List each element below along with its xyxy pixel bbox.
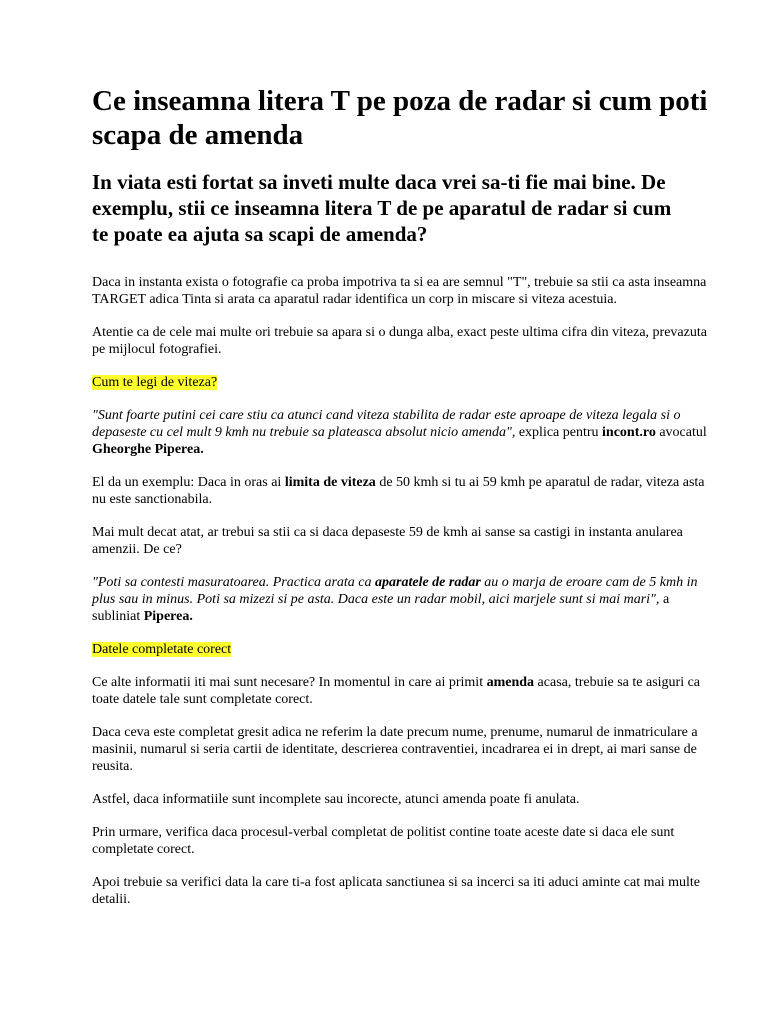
paragraph-verify: Prin urmare, verifica daca procesul-verbal completat de politist contine toate aceste date si daca ele sunt completate corect. <box>92 825 675 857</box>
quote-attribution-text-2: avocatul <box>655 425 707 440</box>
paragraph-example <box>92 474 712 508</box>
paragraph-errors: Daca ceva este completat gresit adica ne referim la date precum nume, prenume, numarul de inmatriculare a masinii, numarul si seria cartii de identitate, descrierea contraventiei, incadrarea ei in drept, ai mari sanse de reusita. <box>92 725 698 774</box>
article-body <box>92 274 712 924</box>
lawyer-name-2: Piperea. <box>143 609 193 624</box>
quote-paragraph-2 <box>92 574 712 625</box>
paragraph-annulled: Astfel, daca informatiile sunt incomplete sau incorecte, atunci amenda poate fi anulata. <box>92 792 580 807</box>
info-text-1: Ce alte informatii iti mai sunt necesare? In momentul in care ai primit <box>92 675 487 690</box>
quote2-text-2: au o marja de eroare cam de 5 kmh in plus sau in minus. Poti sa mizezi si pe asta. Daca este un radar mobil, aici marjele sunt si mai mari", <box>92 575 698 607</box>
example-text-1: El da un exemplu: Daca in oras ai <box>92 475 285 490</box>
info-text-2: acasa, trebuie sa te asiguri ca toate datele tale sunt completate corect. <box>92 675 701 707</box>
paragraph-more: Mai mult decat atat, ar trebui sa stii ca si daca depaseste 59 de kmh ai sanse sa castigi in instanta anularea amenzii. De ce? <box>92 525 683 557</box>
highlighted-heading-2: Datele completate corect <box>92 642 232 657</box>
paragraph-white-stripe: Atentie ca de cele mai multe ori trebuie sa apara si o dunga alba, exact peste ultima cifra din viteza, prevazuta pe mijlocul fotografiei. <box>92 325 707 357</box>
example-text-2: de 50 kmh si tu ai 59 kmh pe aparatul de radar, viteza asta nu este sanctionabila. <box>92 475 705 507</box>
paragraph-date: Apoi trebuie sa verifici data la care ti-a fost aplicata sanctiunea si sa incerci sa iti aduci aminte cat mai multe detalii. <box>92 875 700 907</box>
quote2-text-1: "Poti sa contesti masuratoarea. Practica arata ca <box>92 575 376 590</box>
article-lead: In viata esti fortat sa inveti multe daca vrei sa-ti fie mai bine. De exemplu, stii ce inseamna litera T de pe aparatul de radar si cum te poate ea ajuta sa scapi de amenda? <box>92 170 672 246</box>
article-title: Ce inseamna litera T pe poza de radar si cum poti scapa de amenda <box>92 85 708 151</box>
section-heading-data <box>92 641 712 658</box>
quote2-attribution: a subliniat <box>92 592 670 624</box>
highlighted-heading: Cum te legi de viteza? <box>92 375 218 390</box>
quote-text: "Sunt foarte putini cei care stiu ca atunci cand viteza stabilita de radar este aproape de viteza legala si o depaseste cu cel mult 9 kmh nu trebuie sa plateasca absolut nicio amenda", <box>92 408 681 440</box>
quote-attribution-text: explica pentru <box>515 425 603 440</box>
paragraph-target-meaning: Daca in instanta exista o fotografie ca proba impotriva ta si ea are semnul "T", trebuie sa stii ca asta inseamna TARGET adica Tinta si arata ca aparatul radar identifica un corp in miscare si viteza acestuia. <box>92 275 707 307</box>
section-heading-speed <box>92 374 712 391</box>
speed-limit-bold: limita de viteza <box>284 475 376 490</box>
paragraph-info-needed <box>92 674 712 708</box>
quote-paragraph-1 <box>92 407 712 458</box>
lawyer-name: Gheorghe Piperea. <box>92 442 204 457</box>
source-name: incont.ro <box>602 425 656 440</box>
radar-devices-bold: aparatele de radar <box>375 575 481 590</box>
fine-bold: amenda <box>486 675 535 690</box>
